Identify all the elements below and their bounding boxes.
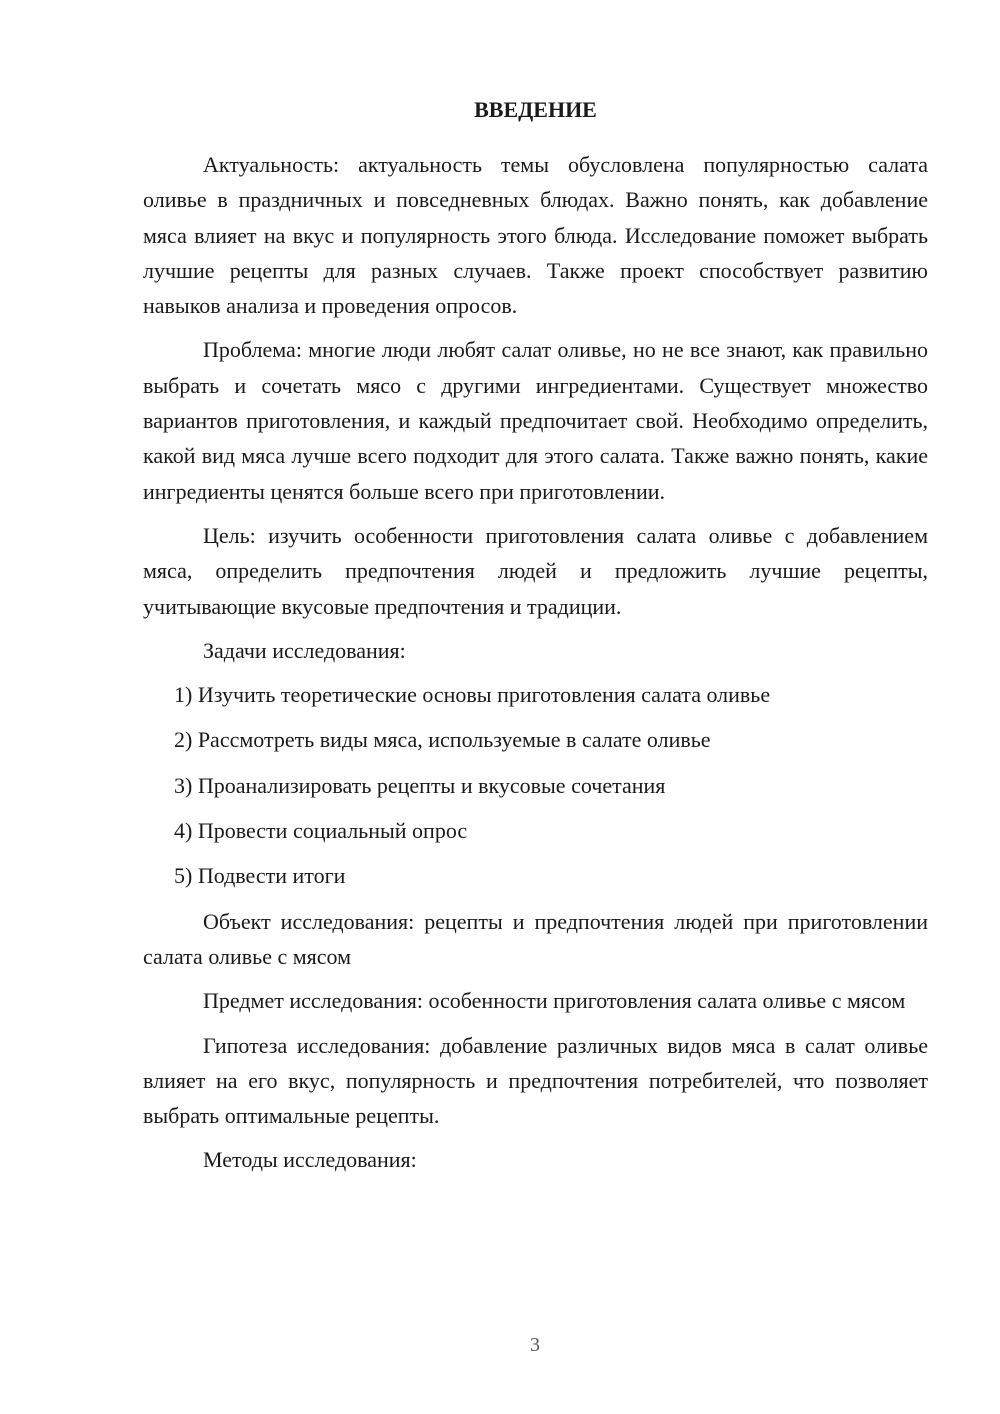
tasks-list bbox=[143, 677, 928, 893]
task-item-3: 3) Проанализировать рецепты и вкусовые сочетания bbox=[174, 772, 666, 798]
page-content bbox=[143, 92, 928, 1178]
paragraph-goal: Цель: изучить особенности приготовления салата оливье с добавлением мяса, определить предпочтения людей и предложить лучшие рецепты, учитывающие вкусовые предпочтения и традиции. bbox=[143, 522, 928, 619]
paragraph-relevance: Актуальность: актуальность темы обусловлена популярностью салата оливье в праздничных и повседневных блюдах. Важно понять, как добавление мяса влияет на вкус и популярность этого блюда. Исследование поможет выбрать лучшие рецепты для разных случаев. Также проект способствует развитию навыков анализа и проведения опросов. bbox=[143, 152, 928, 319]
task-item-4: 4) Провести социальный опрос bbox=[174, 818, 468, 844]
page-number: 3 bbox=[530, 1334, 540, 1356]
section-title: ВВЕДЕНИЕ bbox=[474, 97, 597, 122]
paragraph-subject: Предмет исследования: особенности приготовления салата оливье с мясом bbox=[203, 988, 906, 1014]
task-item-2: 2) Рассмотреть виды мяса, используемые в салате оливье bbox=[174, 727, 711, 753]
paragraph-hypothesis: Гипотеза исследования: добавление различных видов мяса в салат оливье влияет на его вкус, популярность и предпочтения потребителей, что позволяет выбрать оптимальные рецепты. bbox=[143, 1032, 928, 1129]
task-item-5: 5) Подвести итоги bbox=[174, 863, 346, 889]
tasks-heading: Задачи исследования: bbox=[203, 637, 406, 663]
paragraph-problem: Проблема: многие люди любят салат оливье, но не все знают, как правильно выбрать и сочетать мясо с другими ингредиентами. Существует множество вариантов приготовления, и каждый предпочитает свой. Необходимо определить, какой вид мяса лучше всего подходит для этого салата. Также важно понять, какие ингредиенты ценятся больше всего при приготовлении. bbox=[143, 337, 928, 504]
paragraph-object: Объект исследования: рецепты и предпочтения людей при приготовлении салата оливье с мясом bbox=[143, 908, 928, 969]
paragraph-methods: Методы исследования: bbox=[203, 1147, 417, 1173]
task-item-1: 1) Изучить теоретические основы приготовления салата оливье bbox=[174, 682, 771, 708]
